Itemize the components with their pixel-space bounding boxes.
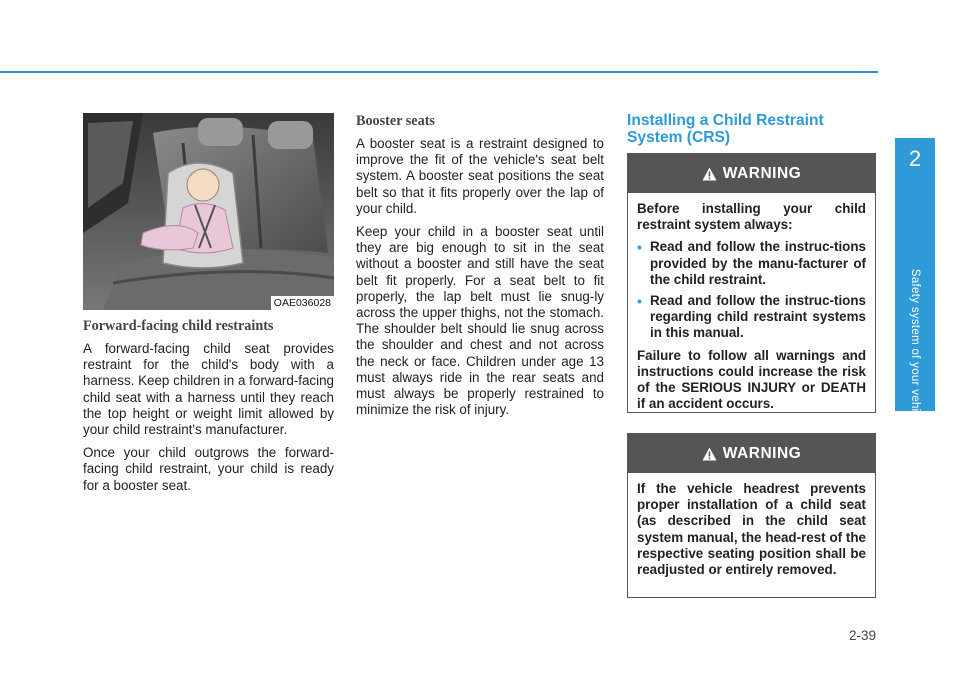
chapter-tab [895, 138, 935, 428]
forward-facing-heading: Forward-facing child restraints [83, 318, 274, 334]
booster-seats-paragraph-2: Keep your child in a booster seat until they are big enough to sit in the seat without a booster and still have the seat belt fit properly. For a seat belt to fit properly, the lap belt must lie snug-ly across the upper thighs, not the stomach. The shoulder belt should lie snug across the shoulder and chest and not across the neck or face. Children under age 13 must always ride in the rear seats and must always be properly restrained to minimize the risk of injury. [356, 224, 604, 418]
warning-box-1 [627, 153, 876, 413]
booster-seats-heading: Booster seats [356, 113, 435, 129]
warning-bullet-1: • Read and follow the instruc-tions provided by the manu-facturer of the child restraint. [637, 239, 866, 288]
installing-crs-heading: Installing a Child Restraint System (CRS) [627, 112, 824, 146]
warning-label-1: WARNING [722, 164, 802, 182]
child-seat-drawing [83, 113, 334, 310]
page-number: 2-39 [848, 628, 876, 643]
warning-header-1 [628, 154, 875, 193]
booster-seats-section [356, 113, 604, 425]
warning-box-2 [627, 433, 876, 598]
chapter-title: Safety system of your vehicle [909, 268, 921, 428]
warning-triangle-icon [702, 447, 717, 461]
warning-closing: Failure to follow all warnings and instructions could increase the risk of the SERIOUS INJURY or DEATH if an accident occurs. [637, 347, 866, 412]
warning-intro: Before installing your child restraint system always: [637, 201, 866, 233]
warning-bullet-list [637, 239, 866, 341]
warning-body-1 [628, 193, 875, 426]
chapter-number: 2 [908, 146, 922, 171]
installing-crs-section [627, 112, 877, 146]
warning-triangle-icon [702, 167, 717, 181]
forward-facing-paragraph-1: A forward-facing child seat provides restraint for the child's body with a harness. Keep children in a forward-facing child seat with a harness until they reach the top height or weight limit allowed by your child restraint's manufacturer. [83, 341, 334, 438]
child-seat-illustration [83, 113, 334, 310]
booster-seats-paragraph-1: A booster seat is a restraint designed to improve the fit of the vehicle's seat belt system. A booster seat positions the seat belt so that it fits properly over the lap of your child. [356, 136, 604, 216]
warning-header-2 [628, 434, 875, 473]
forward-facing-section [83, 318, 334, 501]
figure-code: OAE036028 [271, 296, 334, 310]
warning-headrest-text: If the vehicle headrest prevents proper installation of a child seat (as described in the child seat system manual, the head-rest of the respective seating position shall be readjusted or entirely removed. [637, 481, 866, 578]
forward-facing-paragraph-2: Once your child outgrows the forward-facing child restraint, your child is ready for a booster seat. [83, 445, 334, 493]
top-rule [0, 71, 878, 73]
warning-bullet-2: • Read and follow the instruc-tions regarding child restraint systems in this manual. [637, 293, 866, 342]
warning-body-2 [628, 473, 875, 592]
warning-label-2: WARNING [722, 444, 802, 462]
